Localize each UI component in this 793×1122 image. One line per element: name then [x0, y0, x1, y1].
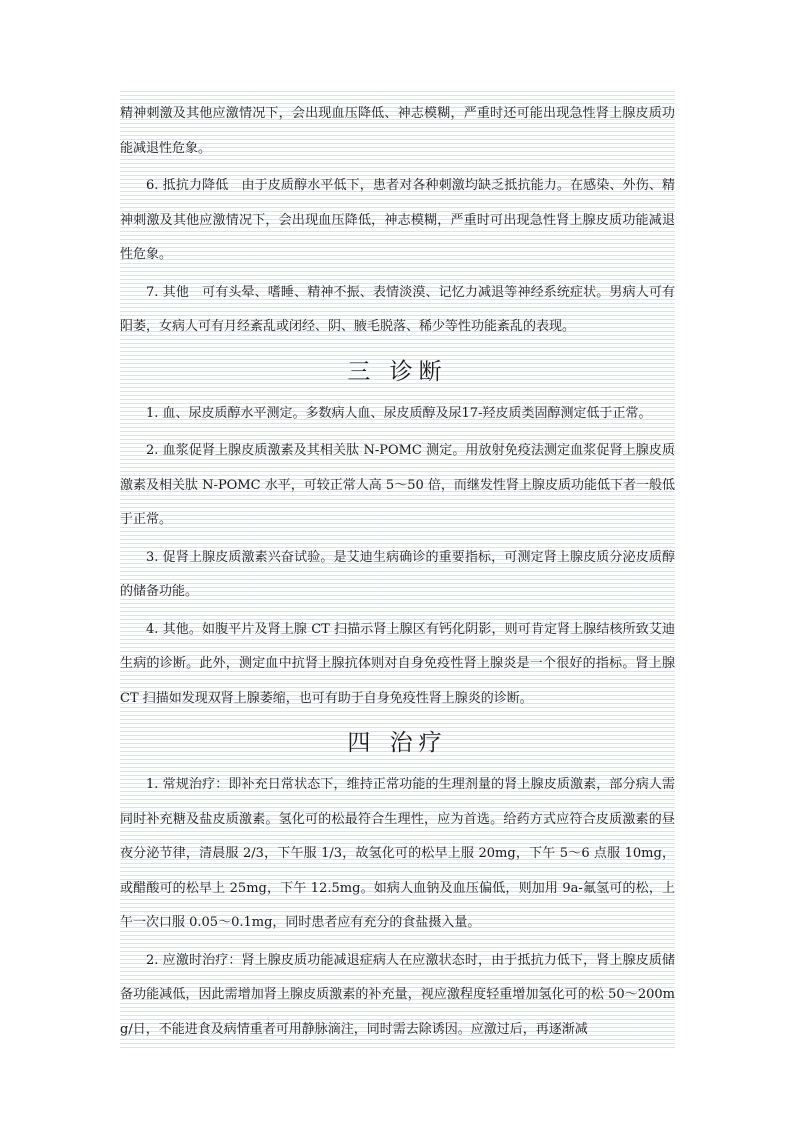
- diagnosis-heading: 三 诊断: [347, 358, 448, 385]
- symptom-item-7: 7. 其他 可有头晕、嗜睡、精神不振、表情淡漠、记忆力减退等神经系统症状。男病人可有阳萎，女病人可有月经紊乱或闭经、阴、腋毛脱落、稀少等性功能紊乱的表现。: [120, 284, 675, 334]
- diagnosis-item-3: 3. 促肾上腺皮质激素兴奋试验。是艾迪生病确诊的重要指标，可测定肾上腺皮质分泌皮质醇的储备功能。: [120, 549, 675, 599]
- diagnosis-item-1: 1. 血、尿皮质醇水平测定。多数病人血、尿皮质醇及尿17-羟皮质类固醇测定低于正常。: [146, 405, 652, 421]
- diagnosis-item-4: 4. 其他。如腹平片及肾上腺 CT 扫描示肾上腺区有钙化阴影，则可肯定肾上腺结核所致艾迪生病的诊断。此外，测定血中抗肾上腺抗体则对自身免疫性肾上腺炎是一个很好的指标。肾上腺 CT 扫描如发现双肾上腺萎缩，也可有助于自身免疫性肾上腺炎的诊断。: [120, 621, 675, 706]
- treatment-heading: 四 治疗: [347, 730, 448, 756]
- treatment-item-2: 2. 应激时治疗：肾上腺皮质功能减退症病人在应激状态时，由于抵抗力低下，肾上腺皮质储备功能减低，因此需增加肾上腺皮质激素的补充量，视应激程度轻重增加氢化可的松 50～200mg/日，不能进食及病情重者可用静脉滴注，同时需去除诱因。应激过后，再逐渐减: [120, 952, 675, 1037]
- document-body: [120, 97, 675, 1050]
- continued-paragraph: 精神刺激及其他应激情况下，会出现血压降低、神志模糊，严重时还可能出现急性肾上腺皮质功能减退性危象。: [120, 106, 675, 156]
- treatment-item-1: 1. 常规治疗：即补充日常状态下，维持正常功能的生理剂量的肾上腺皮质激素，部分病人需同时补充糖及盐皮质激素。氢化可的松最符合生理性，应为首选。给药方式应符合皮质激素的昼夜分泌节律，清晨服 2/3，下午服 1/3，故氢化可的松早上服 20mg，下午 5～6 点服 10mg，或醋酸可的松早上 25mg，下午 12.5mg。如病人血钠及血压偏低，则加用 9a-氟氢可的松，上午一次口服 0.05～0.1mg，同时患者应有充分的食盐摄入量。: [120, 777, 675, 930]
- symptom-item-6: 6. 抵抗力降低 由于皮质醇水平低下，患者对各种刺激均缺乏抵抗能力。在感染、外伤、精神刺激及其他应激情况下，会出现血压降低，神志模糊，严重时可出现急性肾上腺皮质功能减退性危象。: [120, 178, 675, 262]
- diagnosis-item-2: 2. 血浆促肾上腺皮质激素及其相关肽 N-POMC 测定。用放射免疫法测定血浆促肾上腺皮质激素及相关肽 N-POMC 水平，可较正常人高 5～50 倍，而继发性肾上腺皮质功能低下者一般低于正常。: [120, 443, 675, 527]
